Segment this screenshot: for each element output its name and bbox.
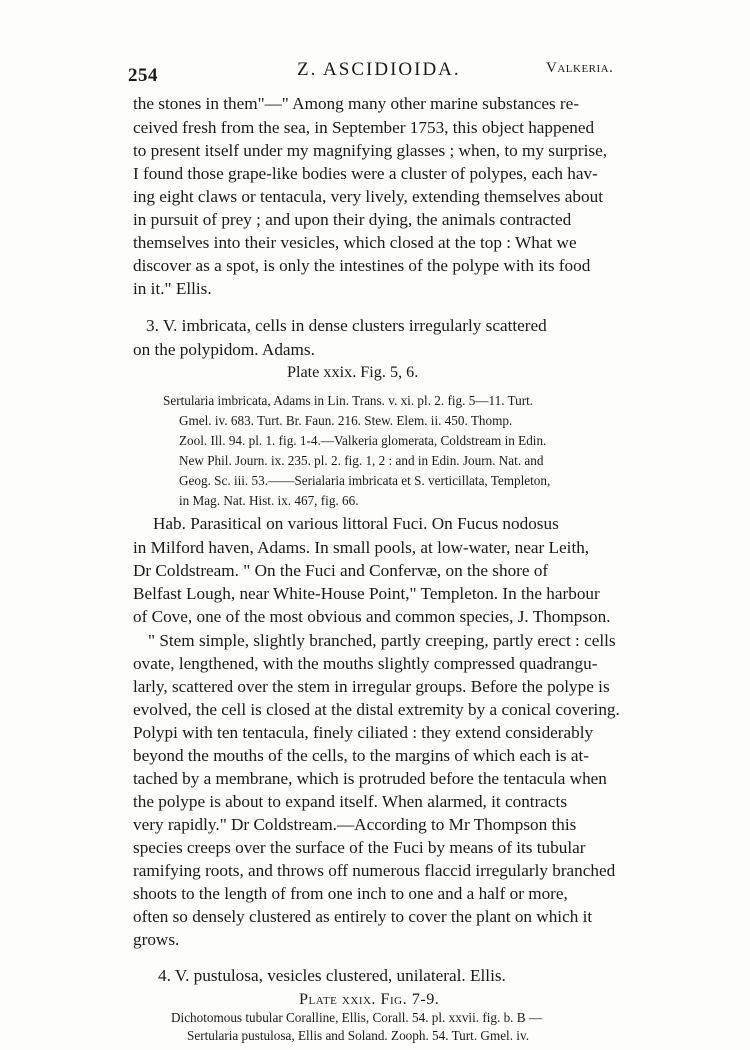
text-line: often so densely clustered as entirely to cover the plant on which it [133,907,593,926]
synonymy-line: Sertularia pustulosa, Ellis and Soland. Zooph. 54. Turt. Gmel. iv. [187,1028,530,1043]
text-line: ovate, lengthened, with the mouths slightly compressed quadrangu- [133,654,598,673]
text-line: ceived fresh from the sea, in September 1753, this object happened [133,118,595,137]
text-line: shoots to the length of from one inch to one and a half or more, [133,884,568,903]
text-line: the polype is about to expand itself. When alarmed, it contracts [133,792,568,811]
text-line: evolved, the cell is closed at the distal extremity by a conical covering. [133,700,620,719]
text-line: " Stem simple, slightly branched, partly creeping, partly erect : cells [148,631,616,650]
text-line: species creeps over the surface of the Fuci by means of its tubular [133,838,586,857]
running-genus: Valkeria. [546,60,614,76]
text-line: to present itself under my magnifying glasses ; when, to my surprise, [133,141,608,160]
running-title: Z. ASCIDIOIDA. [297,59,461,80]
synonymy-line: New Phil. Journ. ix. 235. pl. 2. fig. 1, 2 : and in Edin. Journ. Nat. and [179,453,544,468]
text-line: very rapidly." Dr Coldstream.—According to Mr Thompson this [133,815,577,834]
plate-reference: Plate xxix. Fig. 7-9. [299,990,440,1008]
text-line: Dr Coldstream. " On the Fuci and Confervæ, on the shore of [133,561,549,580]
text-line: in pursuit of prey ; and upon their dying, the animals contracted [133,210,572,229]
synonymy-line: Geog. Sc. iii. 53.——Serialaria imbricata et S. verticillata, Templeton, [179,473,551,488]
text-line: grows. [133,930,180,949]
text-line: Polypi with ten tentacula, finely ciliated : they extend considerably [133,723,594,742]
text-line: ramifying roots, and throws off numerous flaccid irregularly branched [133,861,616,880]
species-heading: 4. V. pustulosa, vesicles clustered, unilateral. Ellis. [158,966,506,985]
text-line: larly, scattered over the stem in irregular groups. Before the polype is [133,677,610,696]
synonymy-line: in Mag. Nat. Hist. ix. 467, fig. 66. [179,493,359,508]
text-line: discover as a spot, is only the intestines of the polype with its food [133,256,591,275]
text-line: the stones in them"—" Among many other marine substances re- [133,94,580,113]
text-line: beyond the mouths of the cells, to the margins of which each is at- [133,746,589,765]
text-line: in Milford haven, Adams. In small pools, at low-water, near Leith, [133,538,590,557]
text-line: Hab. Parasitical on various littoral Fuci. On Fucus nodosus [153,514,559,533]
text-line: Belfast Lough, near White-House Point," Templeton. In the harbour [133,584,600,603]
species-heading: 3. V. imbricata, cells in dense clusters irregularly scattered [146,316,547,335]
text-line: ing eight claws or tentacula, very lively, extending themselves about [133,187,603,206]
species-heading: on the polypidom. Adams. [133,340,315,359]
synonymy-line: Gmel. iv. 683. Turt. Br. Faun. 216. Stew. Elem. ii. 450. Thomp. [179,413,513,428]
text-line: in it." Ellis. [133,279,212,298]
text-line: themselves into their vesicles, which closed at the top : What we [133,233,577,252]
text-line: tached by a membrane, which is protruded before the tentacula when [133,769,607,788]
synonymy-line: Sertularia imbricata, Adams in Lin. Trans. v. xi. pl. 2. fig. 5—11. Turt. [163,393,534,408]
page-number: 254 [128,65,158,86]
synonymy-line: Zool. Ill. 94. pl. 1. fig. 1-4.—Valkeria glomerata, Coldstream in Edin. [179,433,547,448]
plate-reference: Plate xxix. Fig. 5, 6. [287,363,419,381]
text-line: of Cove, one of the most obvious and common species, J. Thompson. [133,607,611,626]
synonymy-line: Dichotomous tubular Coralline, Ellis, Corall. 54. pl. xxvii. fig. b. B — [171,1010,543,1025]
text-line: I found those grape-like bodies were a cluster of polypes, each hav- [133,164,598,183]
